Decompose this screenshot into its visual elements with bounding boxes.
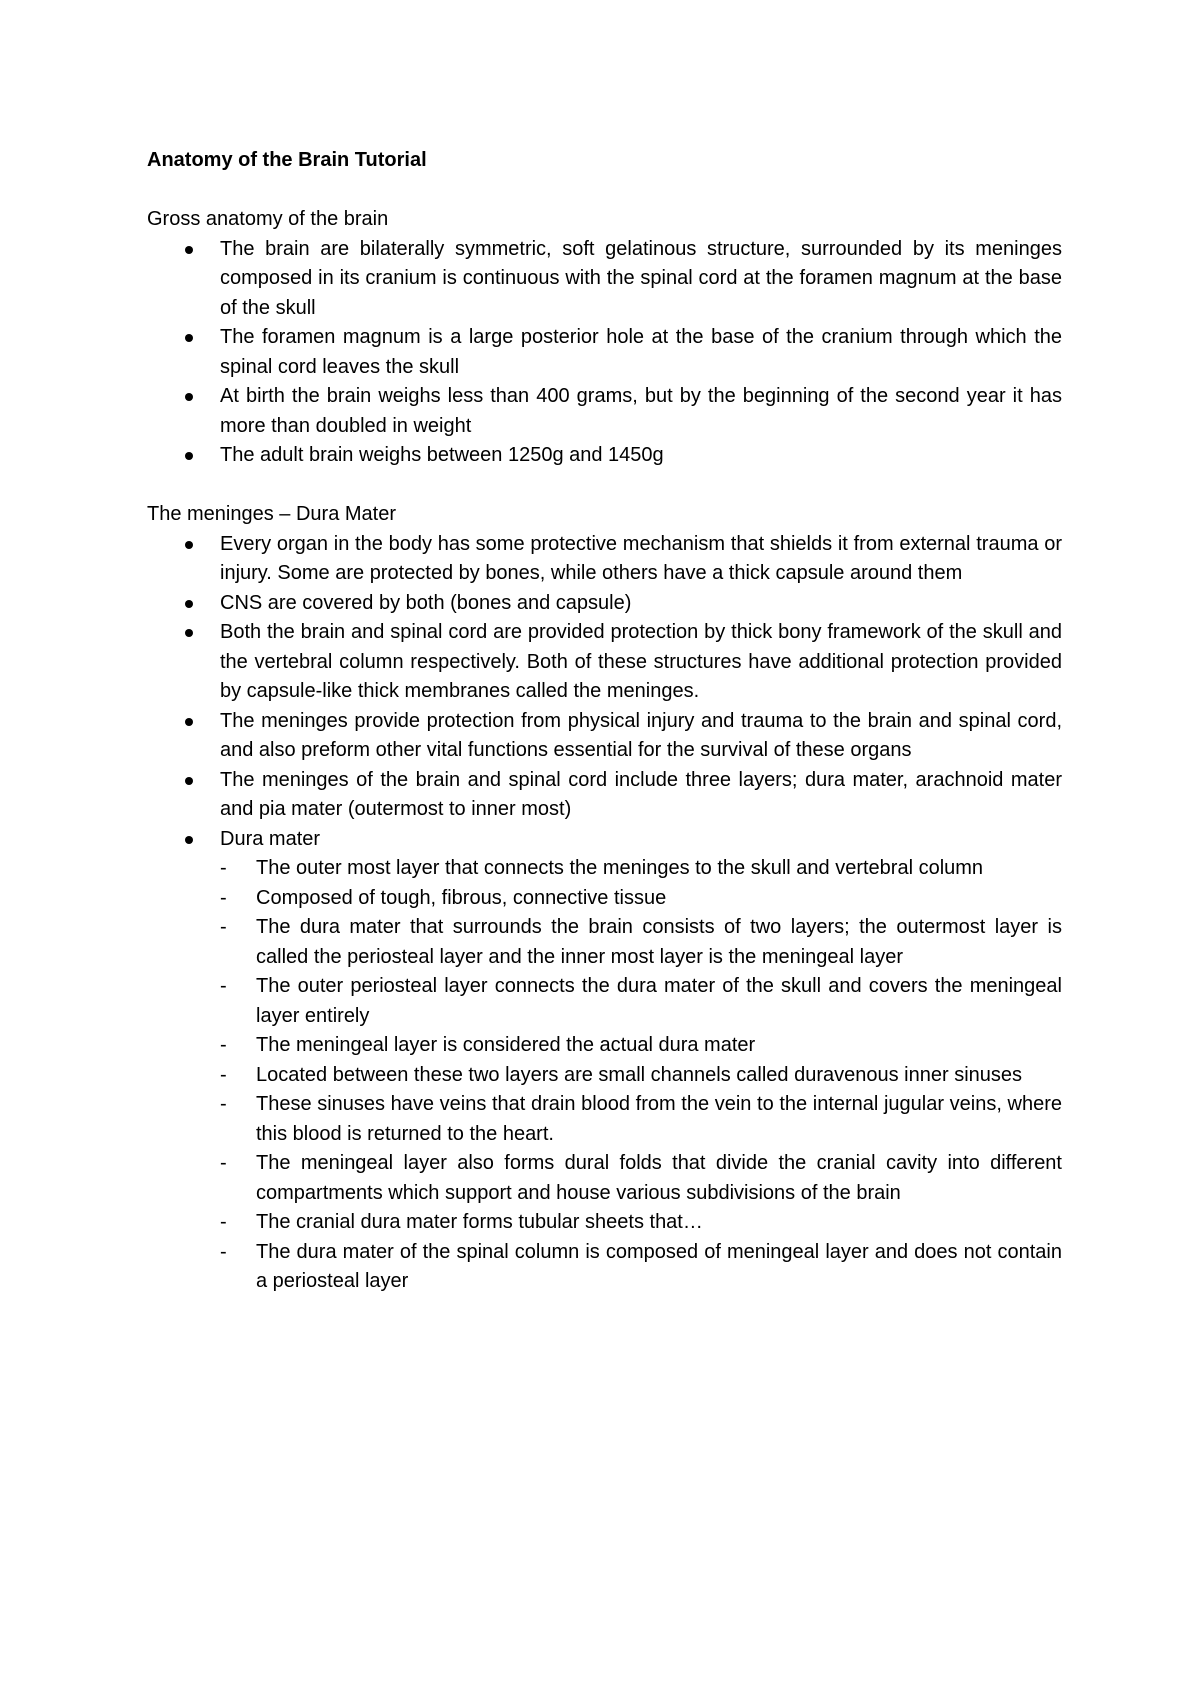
bullet-list-gross-anatomy bbox=[147, 235, 1062, 471]
bullet-item: Both the brain and spinal cord are provided protection by thick bony framework of the skull and the vertebral column respectively. Both of these structures have additional protection provided by capsule-like thick membranes called the meninges. bbox=[147, 618, 1062, 707]
dash-item: - Located between these two layers are small channels called duravenous inner sinuses bbox=[220, 1061, 1062, 1091]
blank-line bbox=[147, 471, 1062, 501]
bullet-item: The brain are bilaterally symmetric, soft gelatinous structure, surrounded by its meninges composed in its cranium is continuous with the spinal cord at the foramen magnum at the base of the skull bbox=[147, 235, 1062, 324]
dash-item: - The dura mater that surrounds the brain consists of two layers; the outermost layer is called the periosteal layer and the inner most layer is the meningeal layer bbox=[220, 913, 1062, 972]
bullet-item-dura-mater bbox=[147, 825, 1062, 1297]
section-heading-meninges: The meninges – Dura Mater bbox=[147, 503, 397, 525]
dash-item: - The meningeal layer is considered the actual dura mater bbox=[220, 1031, 1062, 1061]
blank-line bbox=[147, 176, 1062, 206]
bullet-item: The meninges of the brain and spinal cord include three layers; dura mater, arachnoid mater and pia mater (outermost to inner most) bbox=[147, 766, 1062, 825]
dash-item: - The cranial dura mater forms tubular sheets that… bbox=[220, 1208, 1062, 1238]
dash-item: - These sinuses have veins that drain blood from the vein to the internal jugular veins, where this blood is returned to the heart. bbox=[220, 1090, 1062, 1149]
document-body bbox=[147, 146, 1062, 1297]
bullet-item: The meninges provide protection from physical injury and trauma to the brain and spinal cord, and also preform other vital functions essential for the survival of these organs bbox=[147, 707, 1062, 766]
bullet-item: Every organ in the body has some protective mechanism that shields it from external trauma or injury. Some are protected by bones, while others have a thick capsule around them bbox=[147, 530, 1062, 589]
dash-item: - The meningeal layer also forms dural folds that divide the cranial cavity into different compartments which support and house various subdivisions of the brain bbox=[220, 1149, 1062, 1208]
bullet-item: CNS are covered by both (bones and capsule) bbox=[147, 589, 1062, 619]
bullet-list-meninges bbox=[147, 530, 1062, 1297]
bullet-item: The adult brain weighs between 1250g and 1450g bbox=[147, 441, 1062, 471]
section-heading-gross-anatomy: Gross anatomy of the brain bbox=[147, 208, 389, 230]
dash-item: - The outer most layer that connects the meninges to the skull and vertebral column bbox=[220, 854, 1062, 884]
bullet-item: At birth the brain weighs less than 400 grams, but by the beginning of the second year it has more than doubled in weight bbox=[147, 382, 1062, 441]
dash-list-dura-mater bbox=[220, 854, 1062, 1297]
dash-item: - Composed of tough, fibrous, connective tissue bbox=[220, 884, 1062, 914]
dash-item: - The dura mater of the spinal column is composed of meningeal layer and does not contain a periosteal layer bbox=[220, 1238, 1062, 1297]
bullet-item: The foramen magnum is a large posterior hole at the base of the cranium through which the spinal cord leaves the skull bbox=[147, 323, 1062, 382]
document-title: Anatomy of the Brain Tutorial bbox=[147, 149, 427, 171]
bullet-item-label: Dura mater bbox=[220, 827, 321, 850]
dash-item: - The outer periosteal layer connects the dura mater of the skull and covers the meningeal layer entirely bbox=[220, 972, 1062, 1031]
